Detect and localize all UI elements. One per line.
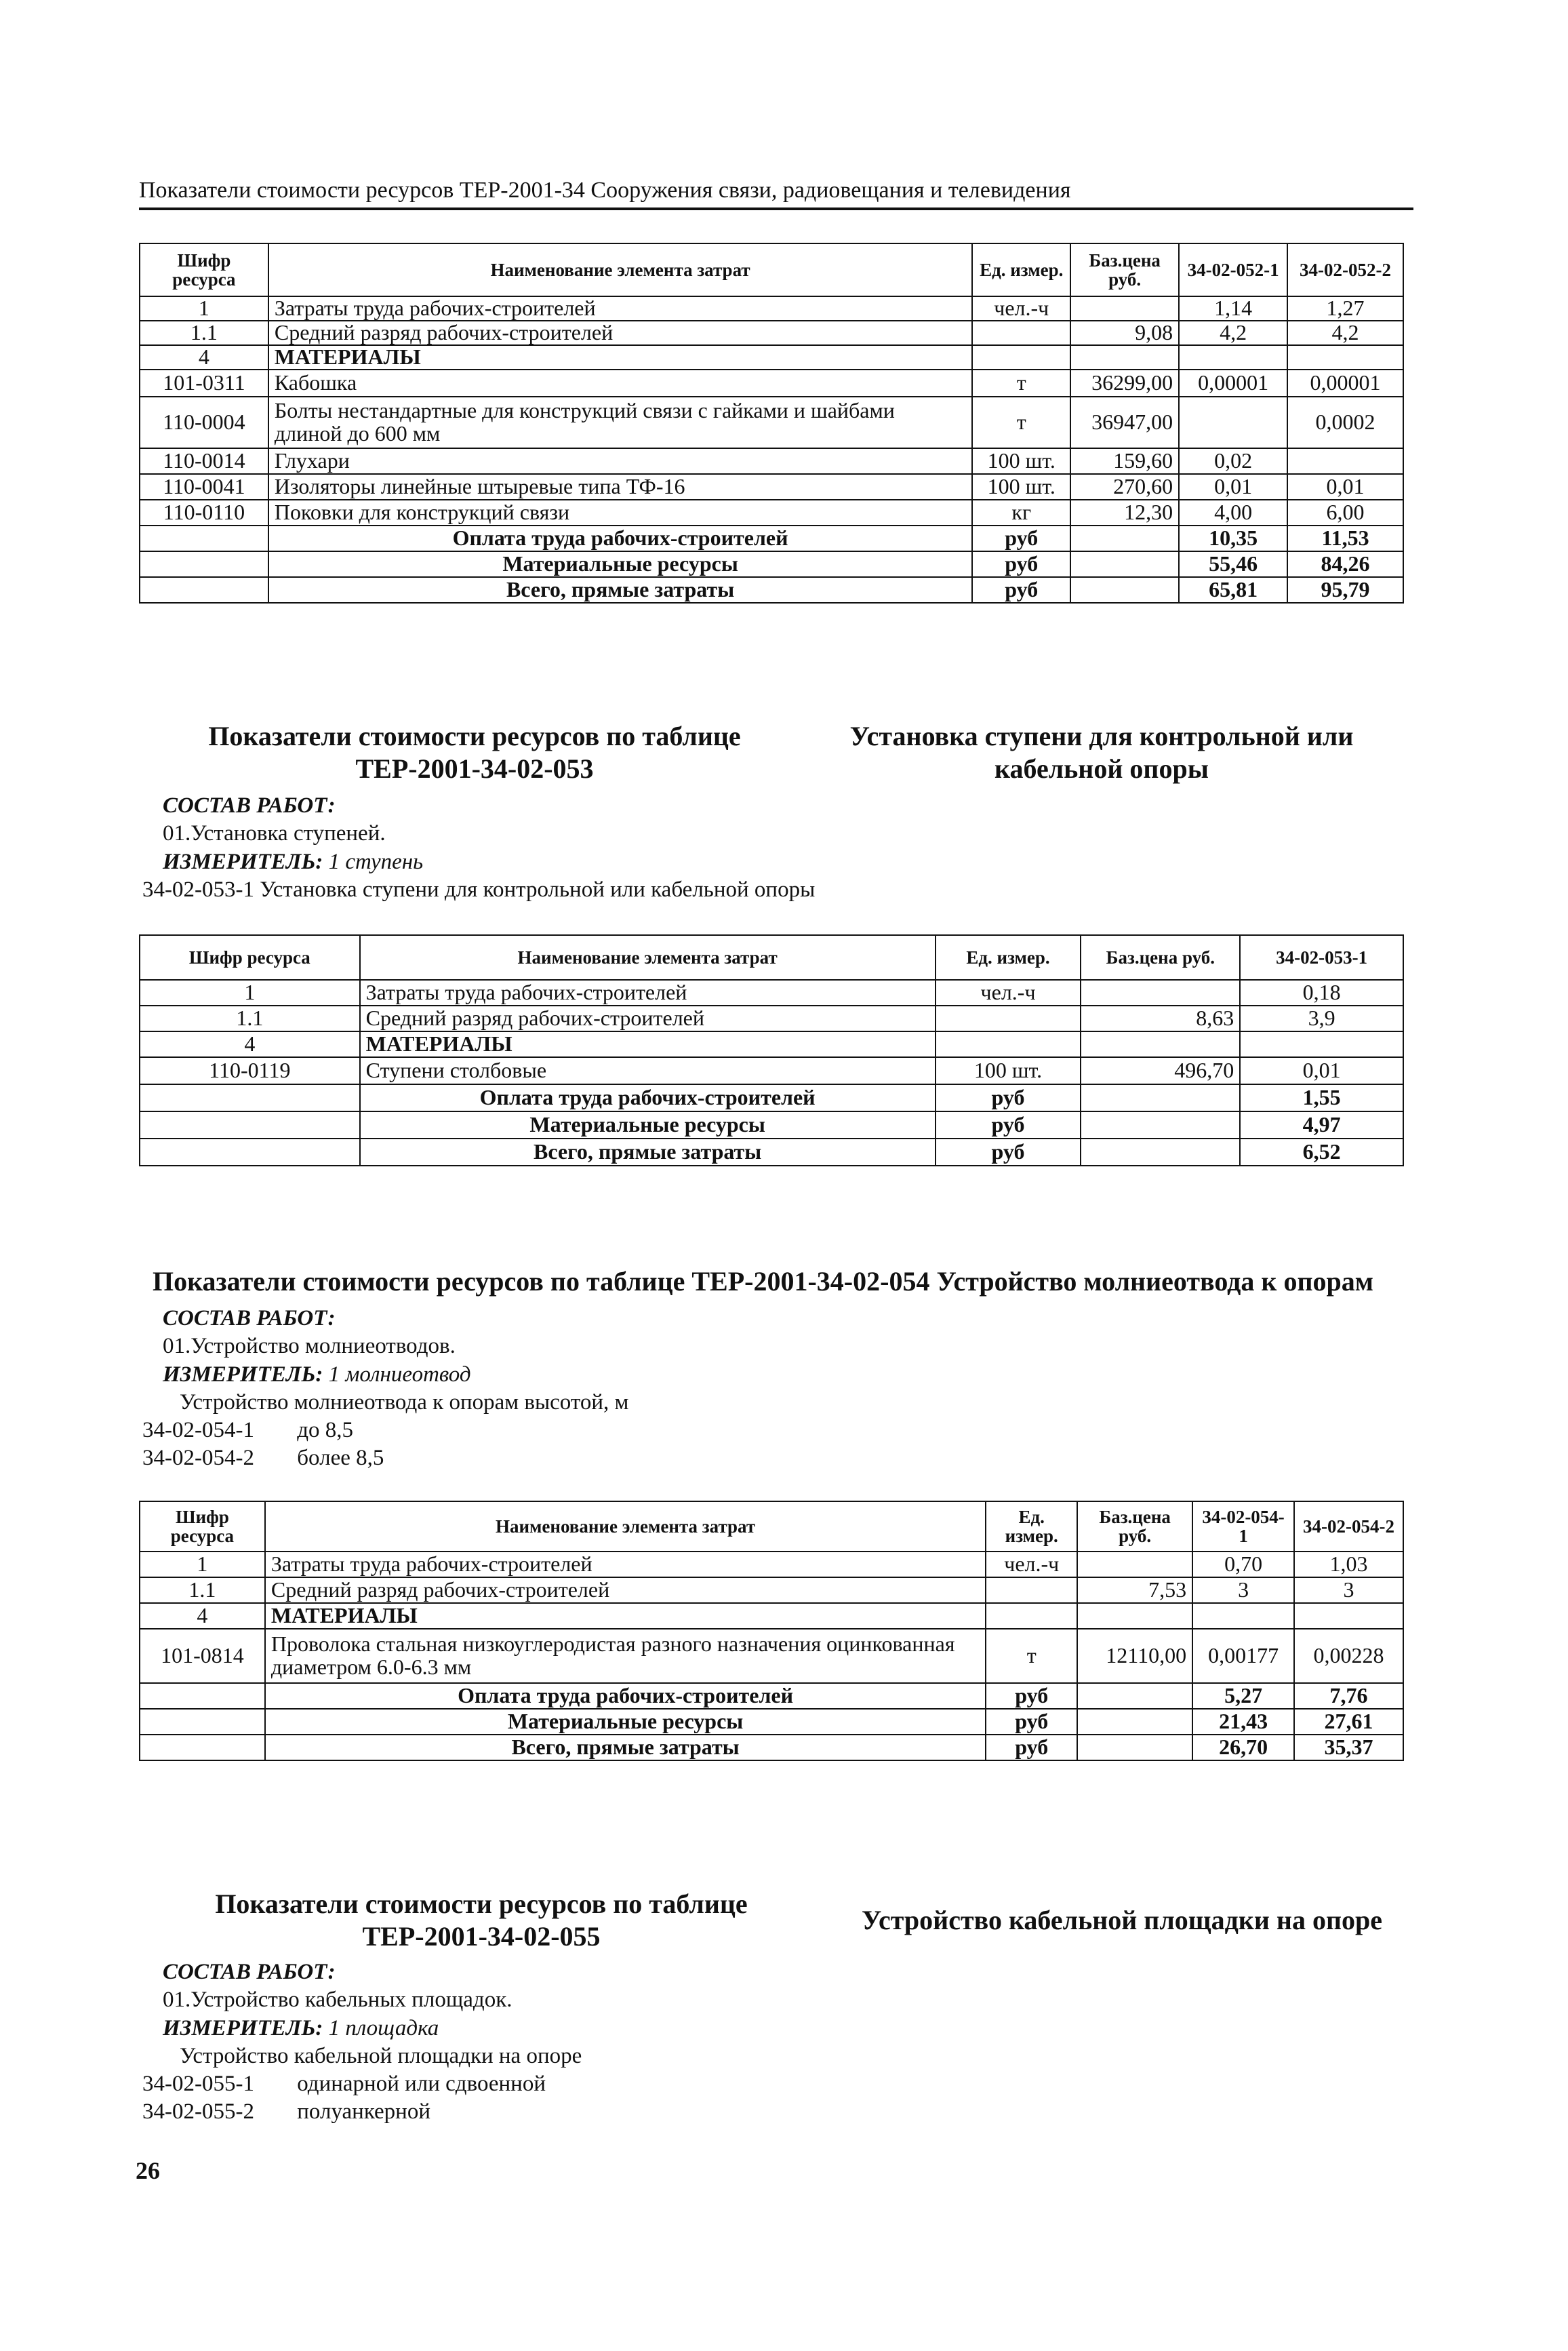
section-body-055 — [142, 1958, 1363, 2127]
composition-item: 01.Устройство молниеотводов. — [163, 1334, 456, 1359]
col-header-price: Баз.цена руб. — [1081, 935, 1240, 980]
cell-code: 1 — [140, 1552, 265, 1577]
cell-code: 4 — [140, 345, 268, 370]
summary-label: Оплата труда рабочих-строителей — [268, 526, 972, 551]
table-header-row — [140, 935, 1403, 980]
section-title-line: ТЕР-2001-34-02-053 — [355, 753, 594, 784]
cell-unit — [986, 1577, 1077, 1603]
cell-norm-2: 0,01 — [1287, 474, 1403, 500]
cell-name: Затраты труда рабочих-строителей — [265, 1552, 986, 1577]
cell-code: 1 — [140, 980, 360, 1006]
summary-label: Всего, прямые затраты — [268, 577, 972, 603]
cell-norm-1: 4,2 — [1179, 321, 1287, 345]
summary-value-2: 7,76 — [1294, 1683, 1403, 1709]
cell-name: Изоляторы линейные штыревые типа ТФ-16 — [268, 474, 972, 500]
summary-value-1: 26,70 — [1192, 1735, 1294, 1760]
summary-value-1: 55,46 — [1179, 551, 1287, 577]
cell-price — [1077, 1552, 1192, 1577]
cell-name: Средний разряд рабочих-строителей — [360, 1006, 936, 1031]
cell-unit: кг — [972, 500, 1070, 526]
cell-price: 36947,00 — [1070, 397, 1179, 448]
col-header-price: Баз.цена руб. — [1077, 1501, 1192, 1552]
cell-code: 4 — [140, 1603, 265, 1629]
cell-code: 110-0014 — [140, 448, 268, 474]
cell-name: Глухари — [268, 448, 972, 474]
col-header-code: Шифр ресурса — [140, 243, 268, 296]
cell-code: 1 — [140, 296, 268, 321]
cell-price: 12,30 — [1070, 500, 1179, 526]
section-body-054 — [142, 1305, 1363, 1473]
section-title-line: ТЕР-2001-34-02-055 — [362, 1921, 601, 1952]
summary-label: Оплата труда рабочих-строителей — [265, 1683, 986, 1709]
summary-unit: руб — [936, 1111, 1081, 1139]
cell-price: 36299,00 — [1070, 370, 1179, 397]
cell-norm-2: 6,00 — [1287, 500, 1403, 526]
norm-code: 34-02-054-2 — [142, 1446, 254, 1471]
col-header-norm-1: 34-02-054-1 — [1192, 1501, 1294, 1552]
section-subtitle-line: кабельной опоры — [994, 753, 1209, 784]
summary-value-1: 6,52 — [1240, 1139, 1403, 1166]
norm-code-line — [142, 1444, 1363, 1472]
cell-norm-2: 1,27 — [1287, 296, 1403, 321]
cell-unit — [986, 1603, 1077, 1629]
resource-table-054 — [139, 1501, 1404, 1761]
summary-value-2: 11,53 — [1287, 526, 1403, 551]
section-subtitle-055 — [834, 1904, 1410, 1937]
summary-value-1: 10,35 — [1179, 526, 1287, 551]
cell-price — [1081, 1031, 1240, 1057]
summary-row — [140, 1683, 1403, 1709]
summary-row — [140, 1084, 1403, 1111]
summary-label: Всего, прямые затраты — [360, 1139, 936, 1166]
cell-name: Ступени столбовые — [360, 1057, 936, 1084]
summary-label: Материальные ресурсы — [265, 1709, 986, 1735]
cell-norm-1 — [1179, 397, 1287, 448]
cell-code: 1.1 — [140, 321, 268, 345]
table-row — [140, 397, 1403, 448]
cell-norm-2: 4,2 — [1287, 321, 1403, 345]
summary-value-2: 27,61 — [1294, 1709, 1403, 1735]
cell-name: МАТЕРИАЛЫ — [268, 345, 972, 370]
cell-norm-2 — [1294, 1603, 1403, 1629]
col-header-norm-1: 34-02-053-1 — [1240, 935, 1403, 980]
meter-label: ИЗМЕРИТЕЛЬ: — [163, 849, 323, 874]
norm-description: Устройство молниеотвода к опорам высотой, м — [180, 1389, 629, 1415]
cell-name: Затраты труда рабочих-строителей — [360, 980, 936, 1006]
norm-code: 34-02-054-1 — [142, 1418, 254, 1442]
cell-code: 4 — [140, 1031, 360, 1057]
cell-norm-1 — [1192, 1603, 1294, 1629]
norm-code-line: 34-02-053-1 Установка ступени для контрольной или кабельной опоры — [142, 877, 816, 902]
norm-code-text: одинарной или сдвоенной — [297, 2072, 546, 2096]
cell-unit: чел.-ч — [972, 296, 1070, 321]
section-title-line: Показатели стоимости ресурсов по таблице — [215, 1889, 748, 1919]
cell-code: 110-0110 — [140, 500, 268, 526]
cell-norm-1: 0,18 — [1240, 980, 1403, 1006]
table-header-row — [140, 1501, 1403, 1552]
cell-price — [1077, 1603, 1192, 1629]
cell-name: Затраты труда рабочих-строителей — [268, 296, 972, 321]
table-row — [140, 1057, 1403, 1084]
cell-norm-1: 4,00 — [1179, 500, 1287, 526]
cell-norm-2 — [1287, 448, 1403, 474]
summary-row — [140, 1111, 1403, 1139]
cell-price — [1070, 345, 1179, 370]
cell-name: Средний разряд рабочих-строителей — [265, 1577, 986, 1603]
cell-unit: т — [972, 397, 1070, 448]
cell-name: Кабошка — [268, 370, 972, 397]
cell-name: МАТЕРИАЛЫ — [265, 1603, 986, 1629]
table-row — [140, 1603, 1403, 1629]
summary-unit: руб — [936, 1084, 1081, 1111]
norm-code: 34-02-055-2 — [142, 2099, 254, 2125]
summary-unit: руб — [986, 1683, 1077, 1709]
cell-price — [1081, 980, 1240, 1006]
cell-norm-2: 3 — [1294, 1577, 1403, 1603]
summary-value-2: 35,37 — [1294, 1735, 1403, 1760]
norm-code-text: более 8,5 — [297, 1446, 384, 1471]
cell-price — [1070, 296, 1179, 321]
cell-price: 9,08 — [1070, 321, 1179, 345]
summary-unit: руб — [986, 1735, 1077, 1760]
col-header-norm-2: 34-02-052-2 — [1287, 243, 1403, 296]
summary-unit: руб — [972, 526, 1070, 551]
norm-code-text: полуанкерной — [297, 2099, 430, 2125]
section-subtitle-line: Устройство кабельной площадки на опоре — [862, 1905, 1382, 1935]
col-header-code: Шифр ресурса — [140, 1501, 265, 1552]
cell-unit — [972, 321, 1070, 345]
cell-norm-2 — [1287, 345, 1403, 370]
cell-unit: т — [986, 1629, 1077, 1683]
cell-norm-2: 0,0002 — [1287, 397, 1403, 448]
section-title-054: Показатели стоимости ресурсов по таблице ТЕР-2001-34-02-054 Устройство молниеотвода к опорам — [153, 1266, 1373, 1297]
cell-unit — [936, 1031, 1081, 1057]
norm-description: Устройство кабельной площадки на опоре — [180, 2043, 582, 2068]
running-head: Показатели стоимости ресурсов ТЕР-2001-34 Сооружения связи, радиовещания и телевидения — [139, 178, 1413, 210]
cell-code: 1.1 — [140, 1577, 265, 1603]
norm-code-line — [142, 2098, 1363, 2126]
summary-row — [140, 577, 1403, 603]
cell-norm-1: 3,9 — [1240, 1006, 1403, 1031]
col-header-name: Наименование элемента затрат — [265, 1501, 986, 1552]
summary-label: Всего, прямые затраты — [265, 1735, 986, 1760]
section-title-053 — [169, 720, 780, 785]
cell-unit: т — [972, 370, 1070, 397]
cell-norm-1: 0,01 — [1240, 1057, 1403, 1084]
table-row — [140, 1552, 1403, 1577]
cell-price: 270,60 — [1070, 474, 1179, 500]
summary-value-2: 95,79 — [1287, 577, 1403, 603]
col-header-name: Наименование элемента затрат — [268, 243, 972, 296]
col-header-norm-1: 34-02-052-1 — [1179, 243, 1287, 296]
section-body-053 — [142, 792, 1363, 904]
summary-value-2: 84,26 — [1287, 551, 1403, 577]
summary-value-1: 1,55 — [1240, 1084, 1403, 1111]
summary-value-1: 21,43 — [1192, 1709, 1294, 1735]
cell-norm-2: 0,00228 — [1294, 1629, 1403, 1683]
cell-code: 1.1 — [140, 1006, 360, 1031]
cell-norm-1: 0,00177 — [1192, 1629, 1294, 1683]
cell-norm-1: 0,02 — [1179, 448, 1287, 474]
table-row — [140, 321, 1403, 345]
cell-norm-1: 0,01 — [1179, 474, 1287, 500]
cell-price: 7,53 — [1077, 1577, 1192, 1603]
composition-label: СОСТАВ РАБОТ: — [163, 1960, 336, 1984]
cell-code: 110-0041 — [140, 474, 268, 500]
table-row — [140, 370, 1403, 397]
col-header-name: Наименование элемента затрат — [360, 935, 936, 980]
cell-price: 8,63 — [1081, 1006, 1240, 1031]
cell-name: МАТЕРИАЛЫ — [360, 1031, 936, 1057]
resource-table-053 — [139, 934, 1404, 1166]
table-header-row — [140, 243, 1403, 296]
section-title-055 — [169, 1888, 793, 1953]
summary-row — [140, 1139, 1403, 1166]
cell-norm-1: 3 — [1192, 1577, 1294, 1603]
meter-value: 1 площадка — [328, 2015, 439, 2040]
section-title-line: Показатели стоимости ресурсов по таблице — [208, 721, 741, 751]
table-row — [140, 474, 1403, 500]
cell-norm-2: 0,00001 — [1287, 370, 1403, 397]
cell-norm-1 — [1240, 1031, 1403, 1057]
composition-label: СОСТАВ РАБОТ: — [163, 793, 336, 818]
composition-item: 01.Устройство кабельных площадок. — [163, 1988, 512, 2013]
cell-code: 110-0004 — [140, 397, 268, 448]
norm-code-line — [142, 1417, 1363, 1444]
composition-label: СОСТАВ РАБОТ: — [163, 1306, 336, 1330]
cell-price: 12110,00 — [1077, 1629, 1192, 1683]
table-row — [140, 1006, 1403, 1031]
cell-unit — [936, 1006, 1081, 1031]
table-row — [140, 448, 1403, 474]
composition-item: 01.Установка ступеней. — [163, 821, 386, 846]
cell-code: 110-0119 — [140, 1057, 360, 1084]
cell-code: 101-0814 — [140, 1629, 265, 1683]
col-header-price: Баз.цена руб. — [1070, 243, 1179, 296]
cell-code: 101-0311 — [140, 370, 268, 397]
cell-name: Проволока стальная низкоуглеродистая разного назначения оцинкованная диаметром 6.0-6.3 мм — [265, 1629, 986, 1683]
summary-label: Оплата труда рабочих-строителей — [360, 1084, 936, 1111]
meter-value: 1 молниеотвод — [328, 1362, 471, 1387]
summary-row — [140, 551, 1403, 577]
norm-code: 34-02-055-1 — [142, 2072, 254, 2096]
cell-unit — [972, 345, 1070, 370]
meter-value: 1 ступень — [328, 849, 424, 874]
cell-norm-2: 1,03 — [1294, 1552, 1403, 1577]
section-subtitle-053 — [813, 720, 1390, 785]
cell-unit: чел.-ч — [936, 980, 1081, 1006]
resource-table-052 — [139, 243, 1404, 604]
table-row — [140, 500, 1403, 526]
table-row — [140, 296, 1403, 321]
cell-norm-1: 0,70 — [1192, 1552, 1294, 1577]
summary-label: Материальные ресурсы — [268, 551, 972, 577]
page-number: 26 — [136, 2157, 160, 2184]
summary-unit: руб — [972, 577, 1070, 603]
table-row — [140, 1031, 1403, 1057]
col-header-code: Шифр ресурса — [140, 935, 360, 980]
cell-price: 496,70 — [1081, 1057, 1240, 1084]
cell-unit: чел.-ч — [986, 1552, 1077, 1577]
meter-label: ИЗМЕРИТЕЛЬ: — [163, 1362, 323, 1387]
cell-norm-1 — [1179, 345, 1287, 370]
summary-unit: руб — [986, 1709, 1077, 1735]
col-header-unit: Ед. измер. — [986, 1501, 1077, 1552]
summary-value-1: 65,81 — [1179, 577, 1287, 603]
summary-unit: руб — [972, 551, 1070, 577]
col-header-unit: Ед. измер. — [936, 935, 1081, 980]
section-subtitle-line: Установка ступени для контрольной или — [849, 721, 1354, 751]
cell-name: Болты нестандартные для конструкций связи с гайками и шайбами длиной до 600 мм — [268, 397, 972, 448]
summary-unit: руб — [936, 1139, 1081, 1166]
summary-row — [140, 526, 1403, 551]
table-row — [140, 1577, 1403, 1603]
meter-label: ИЗМЕРИТЕЛЬ: — [163, 2015, 323, 2040]
cell-norm-1: 0,00001 — [1179, 370, 1287, 397]
summary-row — [140, 1735, 1403, 1760]
table-row — [140, 980, 1403, 1006]
col-header-norm-2: 34-02-054-2 — [1294, 1501, 1403, 1552]
cell-unit: 100 шт. — [972, 474, 1070, 500]
cell-name: Поковки для конструкций связи — [268, 500, 972, 526]
summary-row — [140, 1709, 1403, 1735]
norm-code-line — [142, 2070, 1363, 2098]
cell-unit: 100 шт. — [972, 448, 1070, 474]
cell-norm-1: 1,14 — [1179, 296, 1287, 321]
cell-price: 159,60 — [1070, 448, 1179, 474]
table-row — [140, 345, 1403, 370]
norm-code-text: до 8,5 — [297, 1418, 354, 1442]
cell-unit: 100 шт. — [936, 1057, 1081, 1084]
col-header-unit: Ед. измер. — [972, 243, 1070, 296]
summary-value-1: 5,27 — [1192, 1683, 1294, 1709]
summary-label: Материальные ресурсы — [360, 1111, 936, 1139]
table-row — [140, 1629, 1403, 1683]
summary-value-1: 4,97 — [1240, 1111, 1403, 1139]
cell-name: Средний разряд рабочих-строителей — [268, 321, 972, 345]
